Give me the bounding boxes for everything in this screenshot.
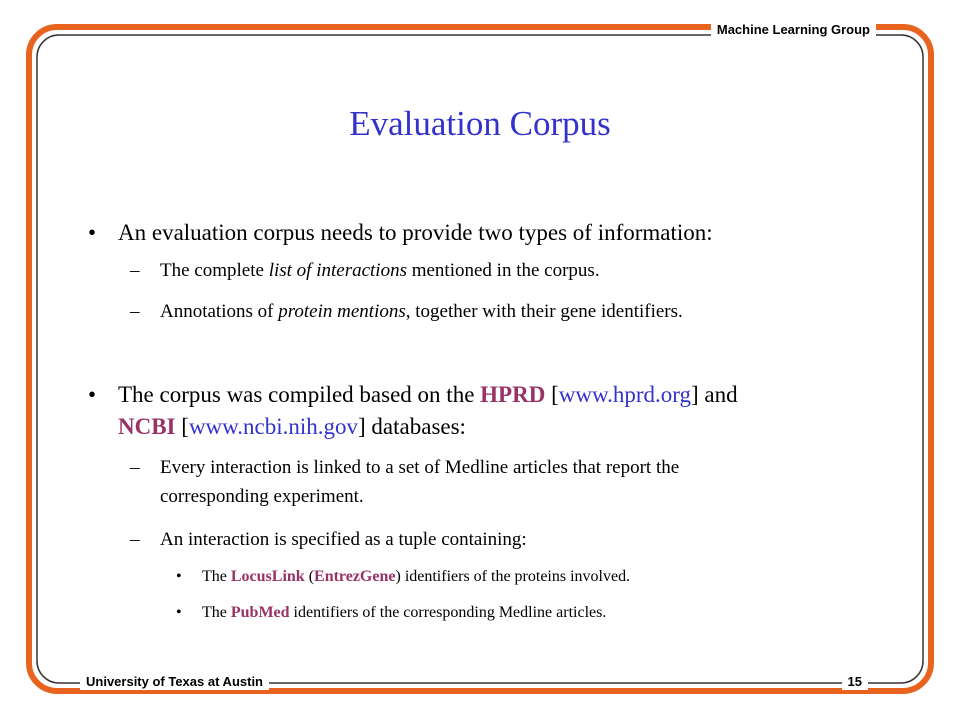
text-span: The xyxy=(202,604,231,621)
text-span: ] and xyxy=(691,382,738,407)
text-span: [ xyxy=(175,414,189,439)
text-span: ( xyxy=(304,568,315,585)
bullet-1-sub-2 xyxy=(160,298,683,326)
group-label: Machine Learning Group xyxy=(711,22,876,38)
entrezgene-term: EntrezGene xyxy=(314,568,396,585)
hprd-term: HPRD xyxy=(480,382,546,407)
text-span: The complete xyxy=(160,260,269,281)
bullet-2-line-1 xyxy=(118,380,738,410)
university-label: University of Texas at Austin xyxy=(80,674,269,690)
emphasis: list of interactions xyxy=(268,260,407,281)
text-span: mentioned in the corpus. xyxy=(406,260,600,281)
text-span: The corpus was compiled based on the xyxy=(118,382,481,407)
ncbi-link[interactable]: www.ncbi.nih.gov xyxy=(188,414,359,439)
bullet-marker: • xyxy=(88,382,97,407)
slide-title: Evaluation Corpus xyxy=(349,104,611,143)
bullet-2-line-2 xyxy=(118,412,466,442)
text-span: identifiers of the corresponding Medline articles. xyxy=(289,604,607,621)
text-span: ) identifiers of the proteins involved. xyxy=(395,568,631,585)
dash-marker: – xyxy=(130,260,140,281)
text-span: The xyxy=(202,568,231,585)
pubmed-term: PubMed xyxy=(230,604,290,621)
bullet-1-text: An evaluation corpus needs to provide two types of information: xyxy=(118,220,713,245)
bullet-2-sub-1-line-2: corresponding experiment. xyxy=(160,486,364,507)
text-span: ] databases: xyxy=(358,414,466,439)
bullet-2-sub-2-item-2 xyxy=(202,602,606,624)
text-span: Annotations of xyxy=(160,301,279,322)
bullet-1-sub-1 xyxy=(160,257,600,285)
locuslink-term: LocusLink xyxy=(230,568,305,585)
dash-marker: – xyxy=(130,301,140,322)
page-number: 15 xyxy=(842,674,868,690)
bullet-2-sub-1-line-1: Every interaction is linked to a set of Medline articles that report the xyxy=(160,457,680,478)
emphasis: protein mentions xyxy=(278,301,406,322)
dash-marker: – xyxy=(130,457,140,478)
bullet-marker-small: • xyxy=(176,568,182,585)
bullet-2-sub-2: An interaction is specified as a tuple containing: xyxy=(160,529,527,550)
bullet-marker: • xyxy=(88,220,97,245)
hprd-link[interactable]: www.hprd.org xyxy=(558,382,691,407)
ncbi-term: NCBI xyxy=(118,414,176,439)
bullet-marker-small: • xyxy=(176,604,182,621)
text-span: , together with their gene identifiers. xyxy=(405,301,683,322)
text-span: [ xyxy=(545,382,559,407)
dash-marker: – xyxy=(130,529,140,550)
bullet-2-sub-2-item-1 xyxy=(202,566,630,588)
